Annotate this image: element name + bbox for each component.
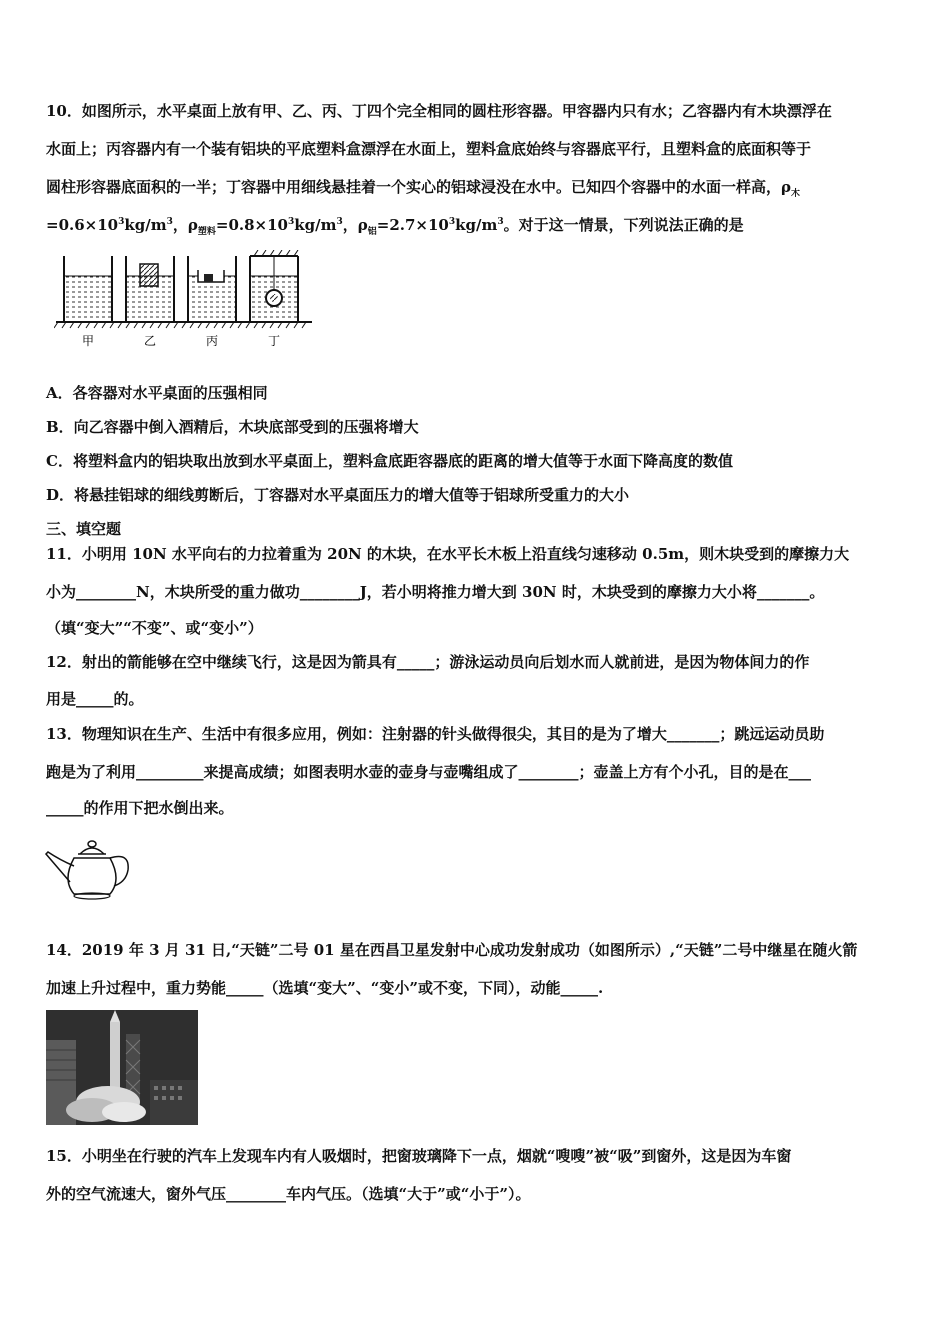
containers-figure xyxy=(54,250,314,350)
q10-line-1: 10．如图所示，水平桌面上放有甲、乙、丙、丁四个完全相同的圆柱形容器。甲容器内只有水；乙容器内有木块漂浮在 xyxy=(46,102,832,120)
q10-option-a: A．各容器对水平桌面的压强相同 xyxy=(46,384,268,402)
q15-line-2: 外的空气流速大，窗外气压________车内气压。（选填“大于”或“小于”）。 xyxy=(46,1185,531,1203)
label-jia: 甲 xyxy=(82,334,95,348)
q11-line-2: 小为________N，木块所受的重力做功________J，若小明将推力增大到 30N 时，木块受到的摩擦力大小将_______。 xyxy=(46,583,825,601)
label-yi: 乙 xyxy=(144,334,157,348)
q13-line-3: _____的作用下把水倒出来。 xyxy=(46,799,234,817)
q13-line-1: 13．物理知识在生产、生活中有很多应用，例如：注射器的针头做得很尖，其目的是为了增大_______；跳远运动员助 xyxy=(46,725,825,743)
q14-line-1: 14．2019 年 3 月 31 日,“天链”二号 01 星在西昌卫星发射中心成功发射成功（如图所示）,“天链”二号中继星在随火箭 xyxy=(46,941,858,959)
q12-line-2: 用是_____的。 xyxy=(46,690,144,708)
label-ding: 丁 xyxy=(268,334,281,348)
q10-line-2: 水面上；丙容器内有一个装有铝块的平底塑料盒漂浮在水面上，塑料盒底始终与容器底平行，且塑料盒的底面积等于 xyxy=(46,140,812,158)
q14-line-2: 加速上升过程中，重力势能_____（选填“变大”、“变小”或不变，下同），动能_____. xyxy=(46,979,604,997)
section-heading: 三、填空题 xyxy=(46,520,122,538)
q11-line-3: （填“变大”“不变”、或“变小”） xyxy=(46,619,263,637)
q10-option-c: C．将塑料盒内的铝块取出放到水平桌面上，塑料盒底距容器底的距离的增大值等于水面下降高度的数值 xyxy=(46,452,733,470)
q10-option-b: B．向乙容器中倒入酒精后，木块底部受到的压强将增大 xyxy=(46,418,419,436)
label-bing: 丙 xyxy=(206,334,219,348)
q10-line-3: 圆柱形容器底面积的一半；丁容器中用细线悬挂着一个实心的铝球浸没在水中。已知四个容器中的水面一样高，$\rho_木$ xyxy=(46,178,800,199)
q10-option-d: D．将悬挂铝球的细线剪断后，丁容器对水平桌面压力的增大值等于铝球所受重力的大小 xyxy=(46,486,630,504)
q12-line-1: 12．射出的箭能够在空中继续飞行，这是因为箭具有_____；游泳运动员向后划水而人就前进，是因为物体间力的作 xyxy=(46,653,810,671)
q13-line-2: 跑是为了利用_________来提高成绩；如图表明水壶的壶身与壶嘴组成了________；壶盖上方有个小孔，目的是在___ xyxy=(46,763,812,781)
q10-line-4: $=0.6\times 10^3kg/m^3$，$\rho_{塑料}=0.8\times 10^3kg/m^3$，$\rho_铝=2.7\times 10^3kg/m^3$。对于这一情景，下列说法正确的是 xyxy=(46,216,744,237)
q15-line-1: 15．小明坐在行驶的汽车上发现车内有人吸烟时，把窗玻璃降下一点，烟就“嗖嗖”被“吸”到窗外，这是因为车窗 xyxy=(46,1147,792,1165)
q11-line-1: 11．小明用 10N 水平向右的力拉着重为 20N 的木块，在水平长木板上沿直线匀速移动 0.5m，则木块受到的摩擦力大 xyxy=(46,545,850,563)
rocket-launch-photo xyxy=(46,1010,198,1125)
teapot-figure xyxy=(44,838,136,902)
